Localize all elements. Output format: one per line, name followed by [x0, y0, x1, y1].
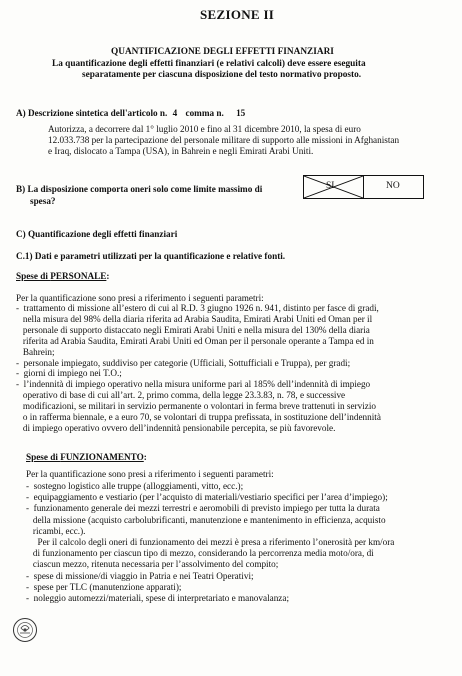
personale-item-line: - giorni di impiego nei T.O.;: [16, 368, 122, 379]
funzionamento-item-line: - noleggio automezzi/materiali, spese di interpretariato e manovalanza;: [26, 593, 290, 603]
comma-label: comma n.: [185, 108, 224, 118]
funzionamento-item-line: ciascun mezzo, ritenuta necessaria per l’assolvimento del compito;: [26, 559, 279, 570]
funzionamento-intro: Per la quantificazione sono presi a riferimento i seguenti parametri:: [26, 469, 274, 479]
funzionamento-item-line: della missione (acquisto carbolubrificanti, manutenzione e mantenimento in efficienza, acquisto: [26, 514, 386, 525]
funzionamento-heading-emph: FUNZIONAMENTO: [60, 452, 144, 462]
funzionamento-heading-prefix: Spese di: [26, 452, 61, 462]
section-a-prefix: A) Descrizione sintetica dell'articolo n.: [16, 108, 168, 118]
funzionamento-item-line: Per il calcolo degli oneri di funzionamento dei mezzi è presa a riferimento l’onerosità per km/ora: [26, 537, 395, 547]
personale-item-line: modificazioni, se militari in servizio permanente o volontari in ferma breve trattenuti in servizio: [16, 401, 376, 412]
personale-item-line: nella misura del 98% della diaria riferita ad Arabia Saudita, Emirati Arabi Uniti ed Oman per il: [16, 313, 373, 324]
section-a-line-2: 12.033.738 per la partecipazione del personale militare di supporto alle missioni in Afghanistan: [48, 135, 400, 145]
personale-item-line: operativo di base di cui all’art. 2, primo comma, della legge 23.3.83, n. 78, e successive: [16, 390, 346, 401]
funzionamento-heading-suffix: :: [143, 452, 147, 462]
main-heading: QUANTIFICAZIONE DEGLI EFFETTI FINANZIARI: [111, 47, 334, 57]
personale-item-line: - l’indennità di impiego operativo nella misura uniforme pari al 185% dell’indennità di impiego: [16, 379, 371, 390]
funzionamento-heading: [26, 452, 147, 463]
funzionamento-item-line: ricambi, ecc.).: [26, 525, 86, 536]
personale-item-line: - trattamento di missione all’estero di cui al R.D. 3 giugno 1926 n. 941, distinto per fasce di gradi,: [16, 303, 379, 313]
official-seal-icon: [12, 617, 38, 643]
funzionamento-item-line: - spese per TLC (manutenzione apparati);: [26, 581, 182, 592]
comma-number: 15: [236, 108, 246, 118]
personale-heading-suffix: :: [106, 271, 110, 281]
personale-heading: [16, 271, 109, 282]
personale-item-line: di impiego operativo ovvero dell’indennità pensionabile percepita, se più favorevole.: [16, 422, 336, 433]
section-c-heading: C) Quantificazione degli effetti finanziari: [16, 229, 178, 239]
personale-item-line: - personale impiegato, suddiviso per categorie (Ufficiali, Sottufficiali e Truppa), per gradi;: [16, 357, 351, 368]
article-number: 4: [172, 108, 178, 118]
personale-intro: Per la quantificazione sono presi a riferimento i seguenti parametri:: [16, 293, 264, 303]
funzionamento-item-line: - equipaggiamento e vestiario (per l’acquisto di materiali/vestiario specifici per l’area d’impiego);: [26, 492, 388, 503]
personale-heading-emph: PERSONALE: [50, 271, 107, 281]
personale-heading-prefix: Spese di: [16, 271, 51, 281]
personale-item-line: riferita ad Arabia Saudita, Emirati Arabi Uniti ed Oman per il personale operante a Tampa ed in: [16, 335, 374, 346]
si-label: SI: [326, 181, 335, 191]
si-no-box: [303, 175, 424, 199]
no-label: NO: [386, 181, 400, 191]
section-c1-heading: C.1) Dati e parametri utilizzati per la quantificazione e relative fonti.: [16, 251, 286, 261]
section-a-line-3: e Iraq, dislocato a Tampa (USA), in Bahrein e negli Emirati Arabi Uniti.: [48, 146, 314, 156]
intro-line-2: separatamente per ciascuna disposizione del testo normativo proposto.: [82, 70, 362, 80]
section-a-line-1: Autorizza, a decorrere dal 1° luglio 2010 e fino al 31 dicembre 2010, la spesa di euro: [48, 124, 361, 134]
intro-line-1: La quantificazione degli effetti finanziari (e relativi calcoli) deve essere eseguita: [52, 59, 366, 69]
section-title: SEZIONE II: [200, 7, 275, 22]
section-b-line-1: B) La disposizione comporta oneri solo come limite massimo di: [16, 184, 263, 194]
personale-item-line: o in rafferma biennale, e a euro 70, se volontari di truppa prefissata, in sostituzione dell’indennità: [16, 412, 381, 422]
personale-item-line: personale di supporto distaccato negli Emirati Arabi Uniti e nella misura del 130% della diaria: [16, 324, 370, 335]
no-cell[interactable]: [364, 176, 423, 198]
funzionamento-item-line: - funzionamento generale dei mezzi terrestri e aeromobili di previsto impiego per tutta la durata: [26, 503, 380, 514]
si-cell[interactable]: [304, 176, 364, 198]
personale-item-line: Bahrein;: [16, 346, 55, 357]
funzionamento-item-line: - spese di missione/di viaggio in Patria e nei Teatri Operativi;: [26, 570, 254, 581]
section-b-line-2: spesa?: [30, 196, 56, 206]
funzionamento-item-line: - sostegno logistico alle truppe (alloggiamenti, vitto, ecc.);: [26, 481, 244, 491]
section-a-label: [16, 108, 245, 119]
funzionamento-item-line: di funzionamento per ciascun tipo di mezzo, considerando la percorrenza media moto/ora, di: [26, 548, 374, 559]
